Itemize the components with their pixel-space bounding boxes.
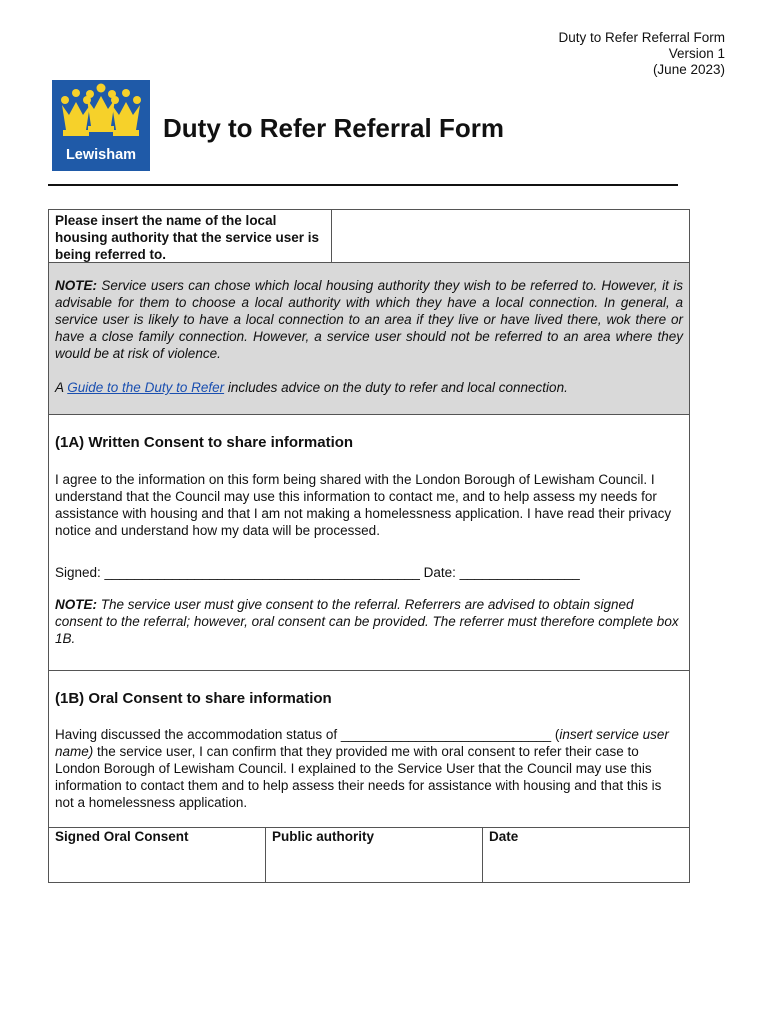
guide-paragraph xyxy=(55,379,683,396)
section-1a-note xyxy=(55,596,683,647)
note-text: Service users can chose which local housing authority they wish to be referred to. However, it is advisable for them to choose a local authority with which they have a local connection. In general, a service user is likely to have a local connection to an area if they live or have lived there, wok there or have a close family connection. However, a service user should not be referred to an area where they would be at risk of violence. xyxy=(55,278,683,361)
oral-consent-end: the service user, I can confirm that they provided me with oral consent to refer their case to London Borough of Lewisham Council. I explained to the Service User that the Council may use this information to contact them and to help assess their needs for assistance with housing and that this is not a homelessness application. xyxy=(55,744,662,810)
oral-consent-italic: insert service user name) xyxy=(55,727,669,759)
guide-link[interactable]: Guide to the Duty to Refer xyxy=(67,380,225,395)
note-paragraph xyxy=(55,277,683,362)
oral-consent-table xyxy=(49,827,689,882)
note-label: NOTE: xyxy=(55,278,97,293)
meta-title: Duty to Refer Referral Form xyxy=(558,30,725,45)
authority-answer-field[interactable] xyxy=(332,210,689,262)
page-title: Duty to Refer Referral Form xyxy=(163,113,504,143)
signed-oral-consent-cell[interactable]: Signed Oral Consent xyxy=(49,828,266,882)
oral-consent-text xyxy=(55,726,683,811)
title-rule xyxy=(48,184,678,186)
meta-version: Version 1 xyxy=(668,46,725,61)
guide-suffix: includes advice on the duty to refer and local connection. xyxy=(224,380,568,395)
logo-text: Lewisham xyxy=(65,147,137,163)
public-authority-cell[interactable]: Public authority xyxy=(266,828,483,882)
guide-prefix: A xyxy=(55,380,68,395)
written-consent-text: I agree to the information on this form being shared with the London Borough of Lewisham Council. I understand that the Council may use this information to contact me, and to help assess my needs for assistance with housing and that I am not making a homelessness application. I have read their privacy notice and understand how my data will be processed. xyxy=(55,472,672,538)
meta-date: (June 2023) xyxy=(652,62,725,77)
date-cell[interactable]: Date xyxy=(489,829,519,844)
referral-form xyxy=(48,209,690,883)
section-1a-note-label: NOTE: xyxy=(55,597,97,612)
authority-row xyxy=(49,210,689,263)
crown-icon xyxy=(52,80,150,150)
section-1a-note-text: The service user must give consent to the referral. Referrers are advised to obtain signed consent to the referral; however, oral consent can be provided. The referrer must therefore complete box 1B. xyxy=(55,597,679,646)
section-1a xyxy=(49,415,689,671)
authority-question: Please insert the name of the local housing authority that the service user is being referred to. xyxy=(49,210,332,262)
lewisham-logo xyxy=(52,80,150,171)
section-1b-heading: (1B) Oral Consent to share information xyxy=(55,690,332,707)
section-1a-heading: (1A) Written Consent to share information xyxy=(55,434,354,451)
note-box xyxy=(49,263,689,415)
section-1b xyxy=(49,671,689,827)
document-meta xyxy=(558,30,725,78)
oral-consent-start: Having discussed the accommodation status of ____________________________ ( xyxy=(55,727,560,742)
signed-date-line[interactable]: Signed: __________________________________________ Date: ________________ xyxy=(55,565,580,580)
